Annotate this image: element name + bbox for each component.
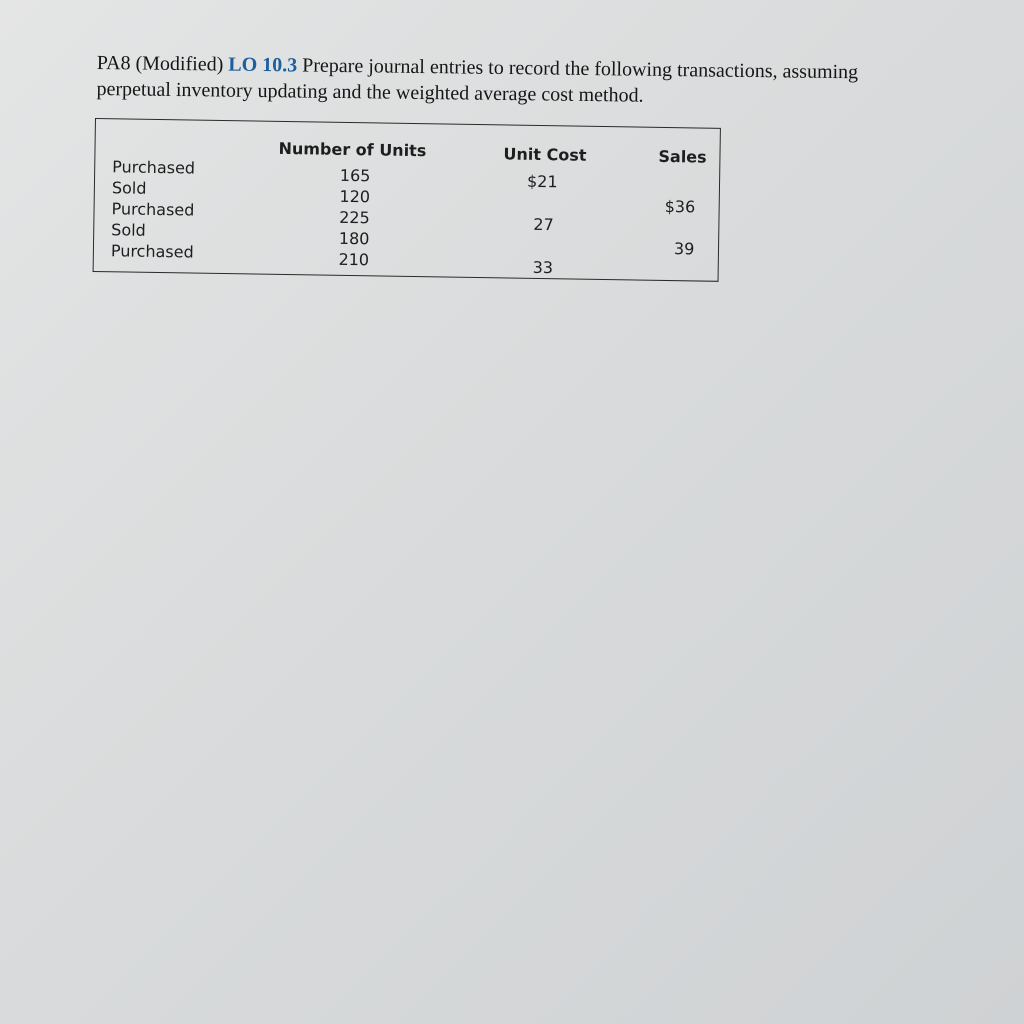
- header-sales: Sales: [658, 146, 707, 167]
- sales-value: $36: [664, 196, 696, 217]
- problem-statement: [96, 50, 997, 113]
- unit-cost-value: 27: [533, 214, 554, 235]
- sales-value: 39: [673, 239, 695, 259]
- unit-cost-value: 33: [532, 257, 554, 278]
- units-value: 180: [338, 228, 370, 249]
- units-value: 165: [339, 165, 371, 186]
- header-number-of-units: Number of Units: [278, 138, 427, 161]
- problem-line-2: perpetual inventory updating and the weighted average cost method.: [96, 77, 644, 107]
- unit-cost-value: $21: [526, 171, 558, 192]
- row-label: Sold: [111, 220, 146, 240]
- units-column: [334, 165, 376, 271]
- row-label: Sold: [111, 178, 147, 198]
- row-label: Purchased: [110, 241, 194, 262]
- transactions-table: [93, 118, 721, 282]
- row-label: Purchased: [112, 157, 196, 178]
- problem-prefix: PA8 (Modified): [96, 51, 229, 76]
- row-label: Purchased: [111, 199, 195, 220]
- learning-objective-label: LO 10.3: [228, 53, 298, 77]
- problem-line-1-text: Prepare journal entries to record the following transactions, assuming: [297, 54, 859, 84]
- header-unit-cost: Unit Cost: [503, 144, 587, 165]
- units-value: 120: [339, 186, 371, 207]
- units-value: 225: [339, 207, 370, 228]
- row-labels-column: [111, 156, 195, 262]
- units-value: 210: [338, 249, 370, 270]
